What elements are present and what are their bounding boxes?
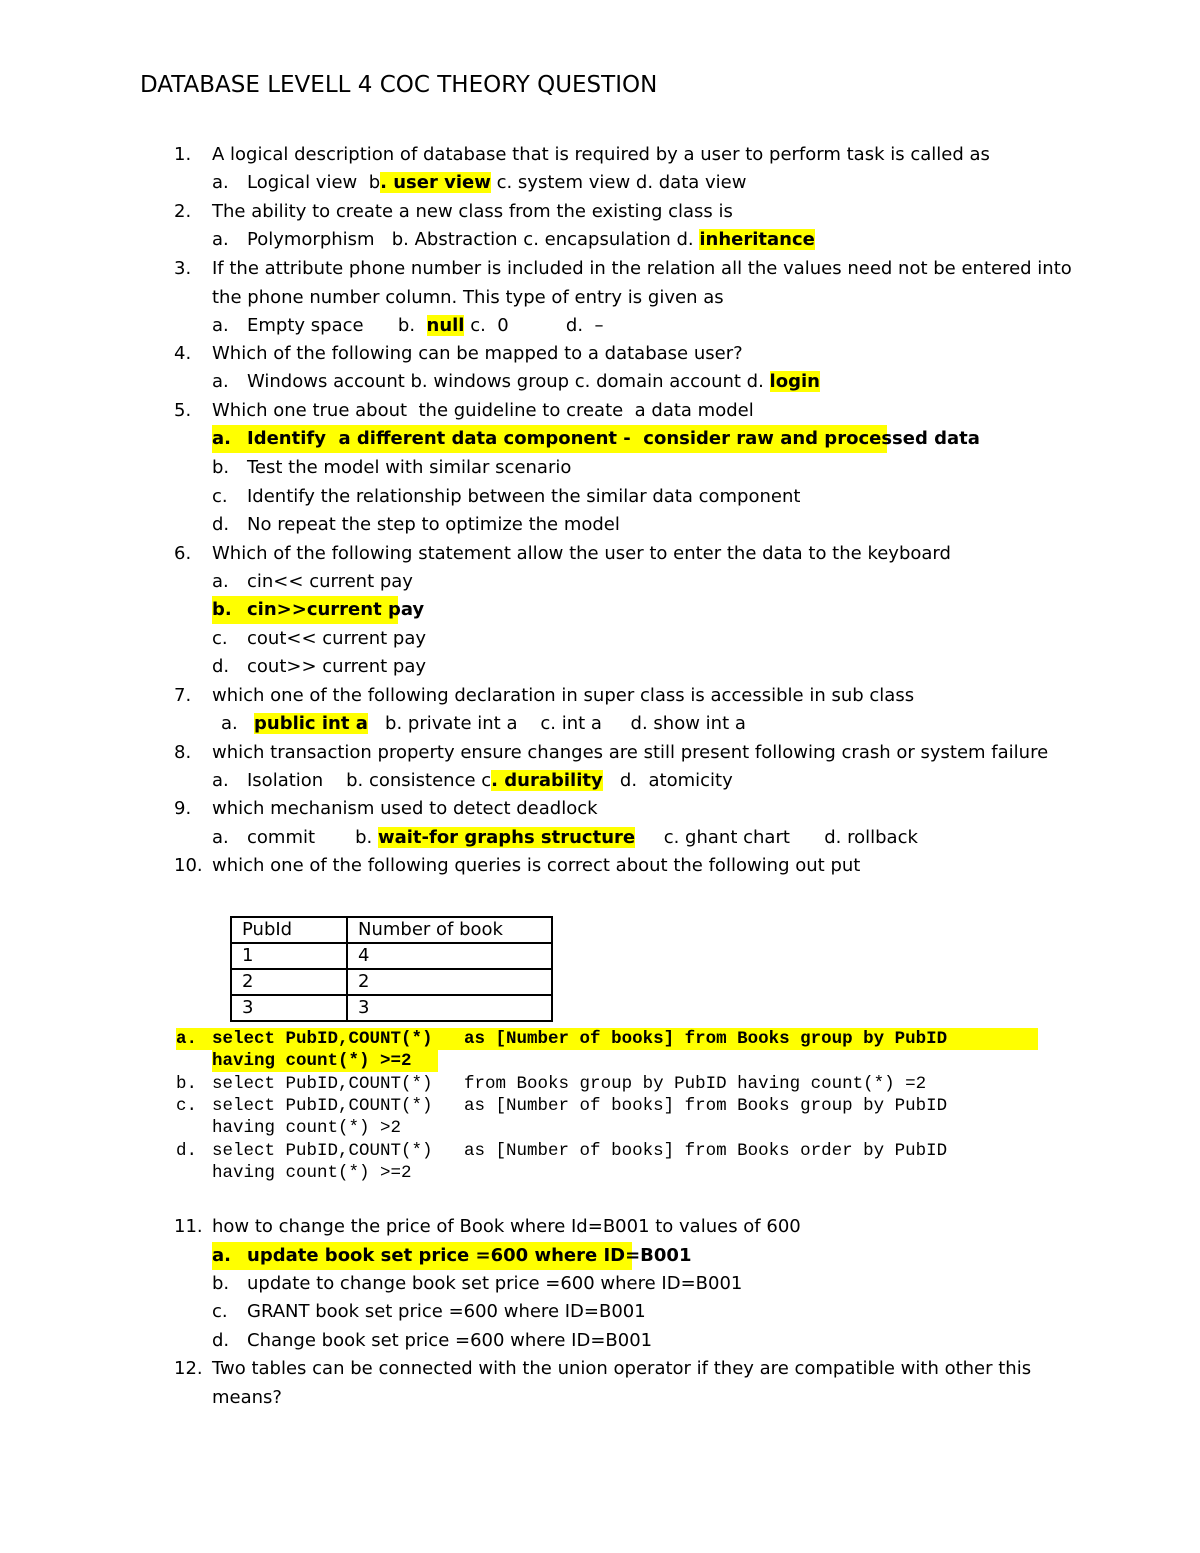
option-letter: a. (212, 770, 229, 791)
option-line (254, 710, 746, 738)
option-text: Windows account b. windows group c. domain account d. (247, 371, 770, 392)
table-header-row (231, 917, 552, 943)
option-line (247, 767, 733, 795)
option-text: cout>> current pay (247, 656, 427, 677)
question-text: Two tables can be connected with the union operator if they are compatible with other this (212, 1358, 1032, 1379)
answer-highlight: . durability (491, 770, 603, 791)
table-row (231, 969, 552, 995)
option-letter: d. (212, 514, 230, 535)
question-number: 9. (174, 798, 192, 819)
table-cell: 3 (231, 995, 347, 1021)
option-line (247, 368, 820, 396)
table-row (231, 995, 552, 1021)
question-text: which transaction property ensure changes are still present following crash or system failure (212, 742, 1049, 763)
query-text-continued: having count(*) >=2 (212, 1050, 438, 1072)
option-text: Identify a different data component - consider raw and processed data (247, 428, 980, 449)
question-text: The ability to create a new class from the existing class is (212, 201, 733, 222)
option-letter: a. (212, 229, 229, 250)
option-letter: a. (221, 713, 238, 734)
option-text: c. ghant chart d. rollback (635, 827, 918, 848)
option-letter: a. (212, 827, 229, 848)
option-letter: a. (212, 371, 229, 392)
query-text: select PubID,COUNT(*) as [Number of books] from Books order by PubID (212, 1141, 948, 1161)
question-text: how to change the price of Book where Id=B001 to values of 600 (212, 1216, 801, 1237)
option-letter: c. (176, 1096, 198, 1116)
table-cell: 2 (231, 969, 347, 995)
option-text: Empty space b. (247, 315, 427, 336)
question-number: 5. (174, 400, 192, 421)
question-number: 1. (174, 144, 192, 165)
table-cell: 2 (347, 969, 552, 995)
table-header-cell: Number of book (347, 917, 552, 943)
answer-highlight: login (769, 371, 820, 392)
option-text: Change book set price =600 where ID=B001 (247, 1330, 653, 1351)
table-cell: 4 (347, 943, 552, 969)
option-letter: a. (212, 571, 229, 592)
option-line (247, 312, 604, 340)
option-line (247, 226, 815, 254)
answer-highlight: wait-for graphs structure (377, 827, 636, 848)
answer-highlight: inheritance (699, 229, 815, 250)
table-header-cell: PubId (231, 917, 347, 943)
option-letter: a. (212, 1245, 231, 1266)
question-text: A logical description of database that is required by a user to perform task is called as (212, 144, 990, 165)
question-number: 8. (174, 742, 192, 763)
answer-highlight-line (212, 596, 425, 624)
question-number: 11. (174, 1216, 203, 1237)
output-table (230, 916, 553, 1022)
answer-highlight-line (212, 1242, 692, 1270)
option-text: cin>>current pay (247, 599, 425, 620)
answer-highlight: public int a (254, 713, 368, 734)
question-number: 7. (174, 685, 192, 706)
table-cell: 3 (347, 995, 552, 1021)
question-text: Which of the following statement allow the user to enter the data to the keyboard (212, 543, 951, 564)
query-text-continued: having count(*) >2 (212, 1118, 402, 1138)
option-text: update book set price =600 where ID=B001 (247, 1245, 692, 1266)
option-text: cout<< current pay (247, 628, 427, 649)
question-number: 6. (174, 543, 192, 564)
option-letter: b. (212, 1273, 230, 1294)
option-letter: c. (212, 628, 228, 649)
option-letter: a. (212, 428, 231, 449)
page-title: DATABASE LEVELL 4 COC THEORY QUESTION (140, 72, 658, 98)
option-text: GRANT book set price =600 where ID=B001 (247, 1301, 646, 1322)
option-text: d. atomicity (602, 770, 733, 791)
option-text: update to change book set price =600 where ID=B001 (247, 1273, 743, 1294)
option-line (247, 824, 918, 852)
option-letter: c. (212, 486, 228, 507)
option-text: Isolation b. consistence c (247, 770, 492, 791)
question-number: 10. (174, 855, 203, 876)
question-number: 4. (174, 343, 192, 364)
answer-highlight: . user view (380, 172, 491, 193)
option-text: cin<< current pay (247, 571, 413, 592)
option-text: Logical view b (247, 172, 381, 193)
option-letter: a. (212, 315, 229, 336)
question-text: Which one true about the guideline to create a data model (212, 400, 754, 421)
option-text: c. system view d. data view (490, 172, 747, 193)
option-text: b. private int a c. int a d. show int a (367, 713, 746, 734)
answer-highlight-line (176, 1028, 1038, 1050)
option-text: Identify the relationship between the similar data component (247, 486, 801, 507)
question-text: If the attribute phone number is included in the relation all the values need not be entered into (212, 258, 1072, 279)
table-cell: 1 (231, 943, 347, 969)
question-text: Which of the following can be mapped to a database user? (212, 343, 743, 364)
query-text: select PubID,COUNT(*) as [Number of books] from Books group by PubID (212, 1096, 948, 1116)
option-letter: a. (176, 1029, 198, 1049)
option-letter: d. (176, 1141, 198, 1161)
question-text-continued: means? (212, 1387, 282, 1408)
option-letter: d. (212, 656, 230, 677)
option-text: Polymorphism b. Abstraction c. encapsulation d. (247, 229, 700, 250)
option-letter: a. (212, 172, 229, 193)
option-text: No repeat the step to optimize the model (247, 514, 620, 535)
option-text: commit b. (247, 827, 378, 848)
question-text: which one of the following queries is correct about the following out put (212, 855, 861, 876)
question-number: 12. (174, 1358, 203, 1379)
query-text-continued: having count(*) >=2 (212, 1163, 412, 1183)
question-text: which mechanism used to detect deadlock (212, 798, 598, 819)
option-letter: b. (212, 457, 230, 478)
option-letter: b. (212, 599, 232, 620)
option-letter: c. (212, 1301, 228, 1322)
option-letter: d. (212, 1330, 230, 1351)
option-text: Test the model with similar scenario (247, 457, 572, 478)
question-text: which one of the following declaration in super class is accessible in sub class (212, 685, 915, 706)
answer-highlight: null (426, 315, 465, 336)
option-line (247, 169, 746, 197)
table-row (231, 943, 552, 969)
query-text: select PubID,COUNT(*) as [Number of books] from Books group by PubID (212, 1029, 948, 1049)
option-text: c. 0 d. – (464, 315, 604, 336)
query-text: select PubID,COUNT(*) from Books group by PubID having count(*) =2 (212, 1074, 927, 1094)
option-letter: b. (176, 1074, 198, 1094)
question-text-continued: the phone number column. This type of entry is given as (212, 287, 724, 308)
question-number: 2. (174, 201, 192, 222)
question-number: 3. (174, 258, 192, 279)
answer-highlight-line (212, 425, 980, 453)
